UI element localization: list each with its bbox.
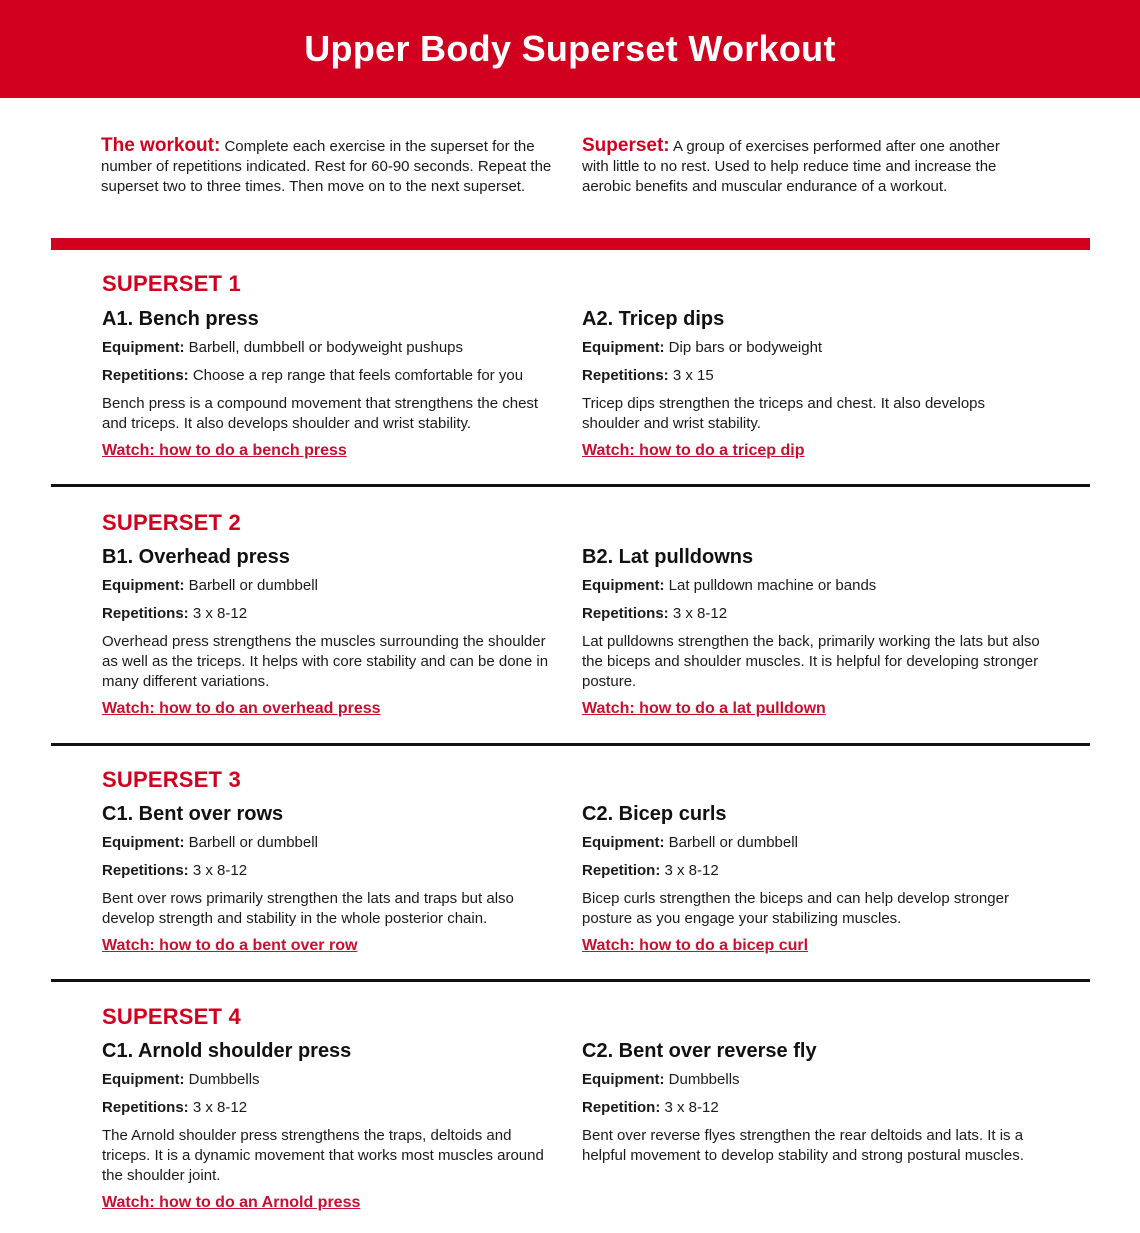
red-divider	[51, 238, 1090, 250]
exercise-name: A2. Tricep dips	[582, 308, 725, 330]
watch-lat-pulldown-link[interactable]: Watch: how to do a lat pulldown	[582, 700, 826, 717]
repetitions-label: Repetitions:	[102, 605, 189, 622]
repetitions-value: 3 x 8-12	[668, 605, 728, 622]
exercise-b2	[582, 545, 1042, 719]
superset-2-title: SUPERSET 2	[102, 510, 241, 535]
superset-1-title: SUPERSET 1	[102, 271, 241, 296]
repetitions-line	[582, 1098, 1042, 1118]
exercise-c1-arnold	[102, 1039, 562, 1213]
equipment-line	[102, 576, 562, 596]
watch-bent-over-row-link[interactable]: Watch: how to do a bent over row	[102, 937, 358, 954]
equipment-label: Equipment:	[102, 577, 185, 594]
equipment-value: Dumbbells	[184, 1071, 260, 1088]
repetitions-label: Repetition:	[582, 1099, 661, 1116]
superset-3-title: SUPERSET 3	[102, 767, 241, 792]
equipment-line	[102, 1070, 562, 1090]
exercise-description: Bench press is a compound movement that strengthens the chest and triceps. It also develops shoulder and wrist stability.	[102, 395, 539, 432]
exercise-description: Tricep dips strengthen the triceps and chest. It also develops shoulder and wrist stability.	[582, 395, 986, 432]
repetitions-value: 3 x 8-12	[660, 862, 719, 879]
equipment-label: Equipment:	[582, 1071, 665, 1088]
exercise-description: Lat pulldowns strengthen the back, primarily working the lats but also the biceps and shoulder muscles. It is helpful for developing stronger posture.	[582, 633, 1040, 690]
repetitions-value: 3 x 8-12	[660, 1099, 719, 1116]
superset-term: Superset:	[582, 135, 670, 156]
repetitions-value: Choose a rep range that feels comfortable for you	[188, 367, 524, 384]
equipment-value: Barbell or dumbbell	[184, 577, 318, 594]
repetitions-value: 3 x 15	[668, 367, 714, 384]
equipment-line	[582, 338, 1042, 358]
page-title: Upper Body Superset Workout	[304, 28, 836, 69]
equipment-value: Barbell or dumbbell	[664, 834, 798, 851]
exercise-description: Bent over rows primarily strengthen the lats and traps but also develop strength and stability in the whole posterior chain.	[102, 890, 514, 927]
exercise-name: C1. Arnold shoulder press	[102, 1040, 352, 1062]
repetitions-line	[102, 366, 562, 386]
repetitions-line	[102, 861, 562, 881]
equipment-line	[102, 833, 562, 853]
superset-text: A group of exercises performed after one another with little to no rest. Used to help reduce time and increase the aerobic benefits and muscular endurance of a workout.	[582, 138, 1000, 195]
equipment-value: Barbell or dumbbell	[184, 834, 318, 851]
exercise-c1	[102, 802, 562, 956]
repetitions-label: Repetitions:	[582, 367, 669, 384]
equipment-line	[102, 338, 562, 358]
exercise-description: The Arnold shoulder press strengthens the traps, deltoids and triceps. It is a dynamic movement that works most muscles around the shoulder joint.	[102, 1127, 544, 1184]
section-divider	[51, 743, 1090, 746]
equipment-label: Equipment:	[102, 834, 185, 851]
exercise-description: Bent over reverse flyes strengthen the rear deltoids and lats. It is a helpful movement to develop stability and strong postural muscles.	[582, 1127, 1024, 1164]
equipment-line	[582, 576, 1042, 596]
repetitions-label: Repetitions:	[582, 605, 669, 622]
equipment-label: Equipment:	[102, 339, 185, 356]
repetitions-value: 3 x 8-12	[188, 605, 248, 622]
exercise-name: A1. Bench press	[102, 308, 259, 330]
repetitions-line	[582, 861, 1042, 881]
equipment-label: Equipment:	[582, 339, 665, 356]
exercise-a2	[582, 307, 1042, 461]
exercise-b1	[102, 545, 562, 719]
repetitions-label: Repetitions:	[102, 1099, 189, 1116]
exercise-name: B1. Overhead press	[102, 546, 290, 568]
repetitions-line	[102, 604, 562, 624]
equipment-value: Dumbbells	[664, 1071, 740, 1088]
exercise-a1	[102, 307, 562, 461]
exercise-name: C2. Bent over reverse fly	[582, 1040, 817, 1062]
watch-bench-press-link[interactable]: Watch: how to do a bench press	[102, 442, 347, 459]
exercise-c2-reverse-fly	[582, 1039, 1042, 1166]
workout-term: The workout:	[101, 135, 221, 156]
section-divider	[51, 979, 1090, 982]
repetitions-line	[582, 366, 1042, 386]
exercise-name: B2. Lat pulldowns	[582, 546, 754, 568]
equipment-value: Dip bars or bodyweight	[664, 339, 823, 356]
watch-tricep-dip-link[interactable]: Watch: how to do a tricep dip	[582, 442, 805, 459]
superset-definition	[582, 136, 1022, 197]
repetitions-label: Repetition:	[582, 862, 661, 879]
section-divider	[51, 484, 1090, 487]
equipment-label: Equipment:	[582, 834, 665, 851]
watch-overhead-press-link[interactable]: Watch: how to do an overhead press	[102, 700, 381, 717]
repetitions-label: Repetitions:	[102, 862, 189, 879]
equipment-value: Lat pulldown machine or bands	[664, 577, 877, 594]
repetitions-value: 3 x 8-12	[188, 862, 248, 879]
exercise-name: C1. Bent over rows	[102, 803, 284, 825]
superset-4-title: SUPERSET 4	[102, 1004, 241, 1029]
repetitions-label: Repetitions:	[102, 367, 189, 384]
repetitions-value: 3 x 8-12	[188, 1099, 248, 1116]
repetitions-line	[102, 1098, 562, 1118]
equipment-label: Equipment:	[582, 577, 665, 594]
exercise-description: Bicep curls strengthen the biceps and can help develop stronger posture as you engage your stabilizing muscles.	[582, 890, 1009, 927]
exercise-name: C2. Bicep curls	[582, 803, 727, 825]
workout-text: Complete each exercise in the superset for the number of repetitions indicated. Rest for 60-90 seconds. Repeat the superset two to three times. Then move on to the next superset.	[101, 138, 552, 195]
title-banner	[0, 0, 1140, 98]
exercise-c2	[582, 802, 1042, 956]
watch-arnold-press-link[interactable]: Watch: how to do an Arnold press	[102, 1194, 361, 1211]
workout-intro	[101, 136, 556, 197]
equipment-label: Equipment:	[102, 1071, 185, 1088]
repetitions-line	[582, 604, 1042, 624]
watch-bicep-curl-link[interactable]: Watch: how to do a bicep curl	[582, 937, 809, 954]
exercise-description: Overhead press strengthens the muscles surrounding the shoulder as well as the triceps. It helps with core stability and can be done in many different variations.	[102, 633, 549, 690]
equipment-value: Barbell, dumbbell or bodyweight pushups	[184, 339, 464, 356]
equipment-line	[582, 833, 1042, 853]
equipment-line	[582, 1070, 1042, 1090]
